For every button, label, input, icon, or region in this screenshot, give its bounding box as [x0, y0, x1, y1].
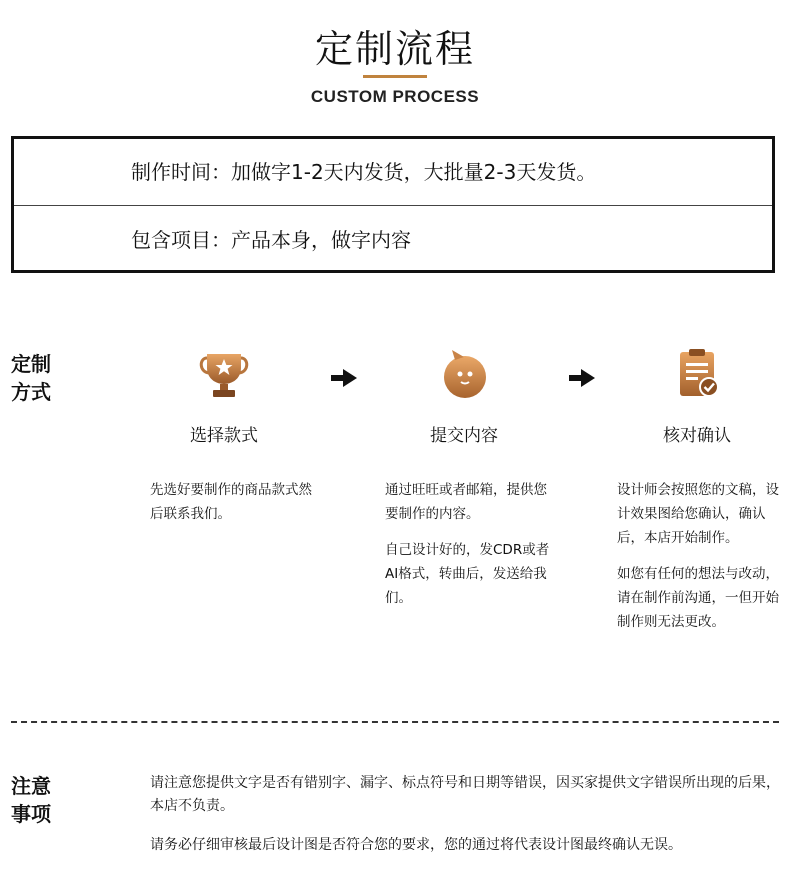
- step-3-paragraph: 设计师会按照您的文稿，设计效果图给您确认，确认后，本店开始制作。: [617, 482, 779, 546]
- page-subtitle: CUSTOM PROCESS: [310, 87, 480, 106]
- step-1-paragraph: 先选好要制作的商品款式然后联系我们。: [150, 482, 312, 522]
- arrow-right-icon: [569, 369, 595, 387]
- notes-section-label: [11, 772, 51, 828]
- step-2-title: 提交内容: [430, 426, 498, 446]
- included-items-text: 包含项目：产品本身，做字内容: [131, 228, 411, 252]
- note-item: 请注意您提供文字是否有错别字、漏字、标点符号和日期等错误，因买家提供文字错误所出现的后果，本店不负责。: [150, 775, 780, 814]
- step-2-paragraph: 通过旺旺或者邮箱，提供您要制作的内容。: [385, 482, 547, 522]
- notes-label-line2: 事项: [11, 802, 51, 826]
- method-label-line1: 定制: [11, 352, 51, 376]
- step-3-paragraph: 如您有任何的想法与改动，请在制作前沟通，一但开始制作则无法更改。: [617, 566, 779, 630]
- step-2-paragraph: 自己设计好的，发CDR或者AI格式，转曲后，发送给我们。: [385, 542, 550, 606]
- step-1-description: [150, 478, 322, 538]
- step-1-title: 选择款式: [190, 426, 258, 446]
- notes-label-line1: 注意: [11, 774, 51, 798]
- method-section-label: [11, 350, 51, 406]
- note-item: 请务必仔细审核最后设计图是否符合您的要求，您的通过将代表设计图最终确认无误。: [150, 837, 682, 853]
- production-time-text: 制作时间：加做字1-2天内发货，大批量2-3天发货。: [14, 139, 772, 206]
- step-3-description: [617, 478, 785, 646]
- dashed-divider: [11, 721, 779, 723]
- title-accent-bar: [363, 75, 427, 78]
- step-3-title: 核对确认: [663, 426, 731, 446]
- arrow-right-icon: [331, 369, 357, 387]
- info-box: [11, 136, 775, 273]
- checklist-icon: [671, 346, 725, 400]
- trophy-icon: [197, 346, 251, 400]
- chat-bubble-icon: [438, 348, 492, 402]
- method-label-line2: 方式: [11, 380, 51, 404]
- step-2-description: [385, 478, 555, 622]
- page-title: 定制流程: [314, 27, 475, 71]
